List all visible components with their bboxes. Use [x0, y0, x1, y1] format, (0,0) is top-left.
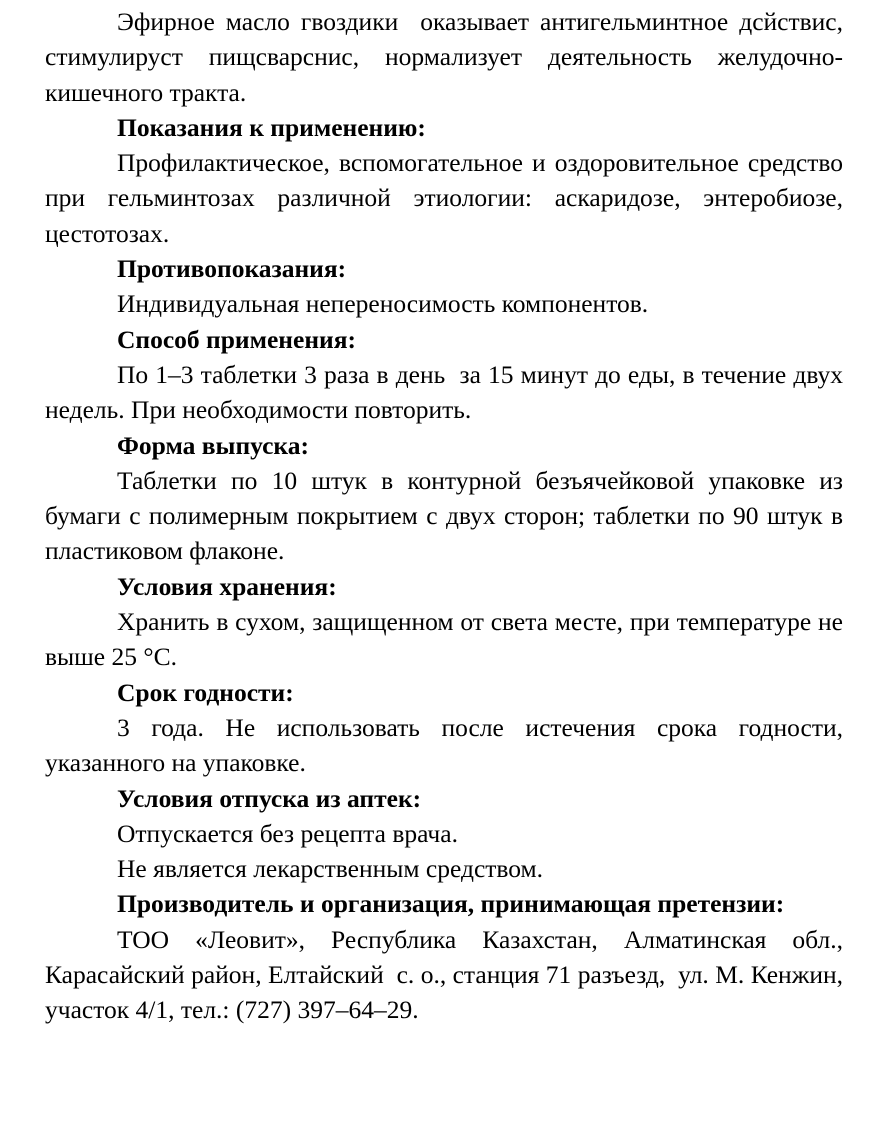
section-heading-release-form: Форма выпуска: [117, 430, 309, 460]
section-body-indications: Профилактическое, вспомогательное и оздоровительное средство при гельминтозах различной этиологии: аскаридозе, энтеробиозе, цестотозах. [45, 148, 850, 248]
section-body-shelf-life: 3 года. Не использовать после истечения срока годности, указанного на упаковке. [45, 712, 850, 778]
section-contraindications [45, 251, 843, 322]
section-storage [45, 569, 850, 675]
section-heading-dispensing: Условия отпуска из аптек: [117, 783, 422, 813]
intro-section [45, 4, 850, 110]
section-body-contraindications: Индивидуальная непереносимость компонентов. [117, 289, 649, 319]
section-heading-indications: Показания к применению: [117, 112, 426, 142]
intro-paragraph: Эфирное масло гвоздики оказывает антигельминтное дсйствис, стимулируст пищсварснис, нормализует деятельность желудочно-кишечного тракта. [45, 7, 850, 107]
section-body-release-form: Таблетки по 10 штук в контурной безъячейковой упаковке из бумаги с полимерным покрытием с двух сторон; таблетки по 90 штук в пластиковом флаконе. [45, 465, 850, 566]
section-shelf-life [45, 675, 850, 781]
section-dispensing [45, 781, 843, 887]
section-heading-administration: Способ применения: [117, 324, 356, 354]
section-body-storage: Хранить в сухом, защищенном от света месте, при температуре не выше 25 °C. [45, 607, 850, 672]
section-body-dispensing-note: Не является лекарственным средством. [117, 854, 544, 884]
section-release-form [45, 428, 850, 569]
section-body-manufacturer: ТОО «Леовит», Республика Казахстан, Алматинская обл., Карасайский район, Елтайский с. о., станция 71 разъезд, ул. М. Кенжин, участок 4/1, тел.: (727) 397–64–29. [45, 924, 856, 1025]
section-body-administration: По 1–3 таблетки 3 раза в день за 15 минут до еды, в течение двух недель. При необходимости повторить. [45, 359, 850, 425]
section-manufacturer [45, 886, 856, 1027]
section-administration [45, 322, 850, 428]
section-body-dispensing: Отпускается без рецепта врача. [117, 818, 458, 848]
section-heading-manufacturer: Производитель и организация, принимающая претензии: [117, 889, 785, 919]
section-heading-contraindications: Противопоказания: [117, 254, 347, 284]
section-indications [45, 110, 850, 251]
section-heading-shelf-life: Срок годности: [117, 677, 294, 707]
section-heading-storage: Условия хранения: [117, 571, 337, 601]
